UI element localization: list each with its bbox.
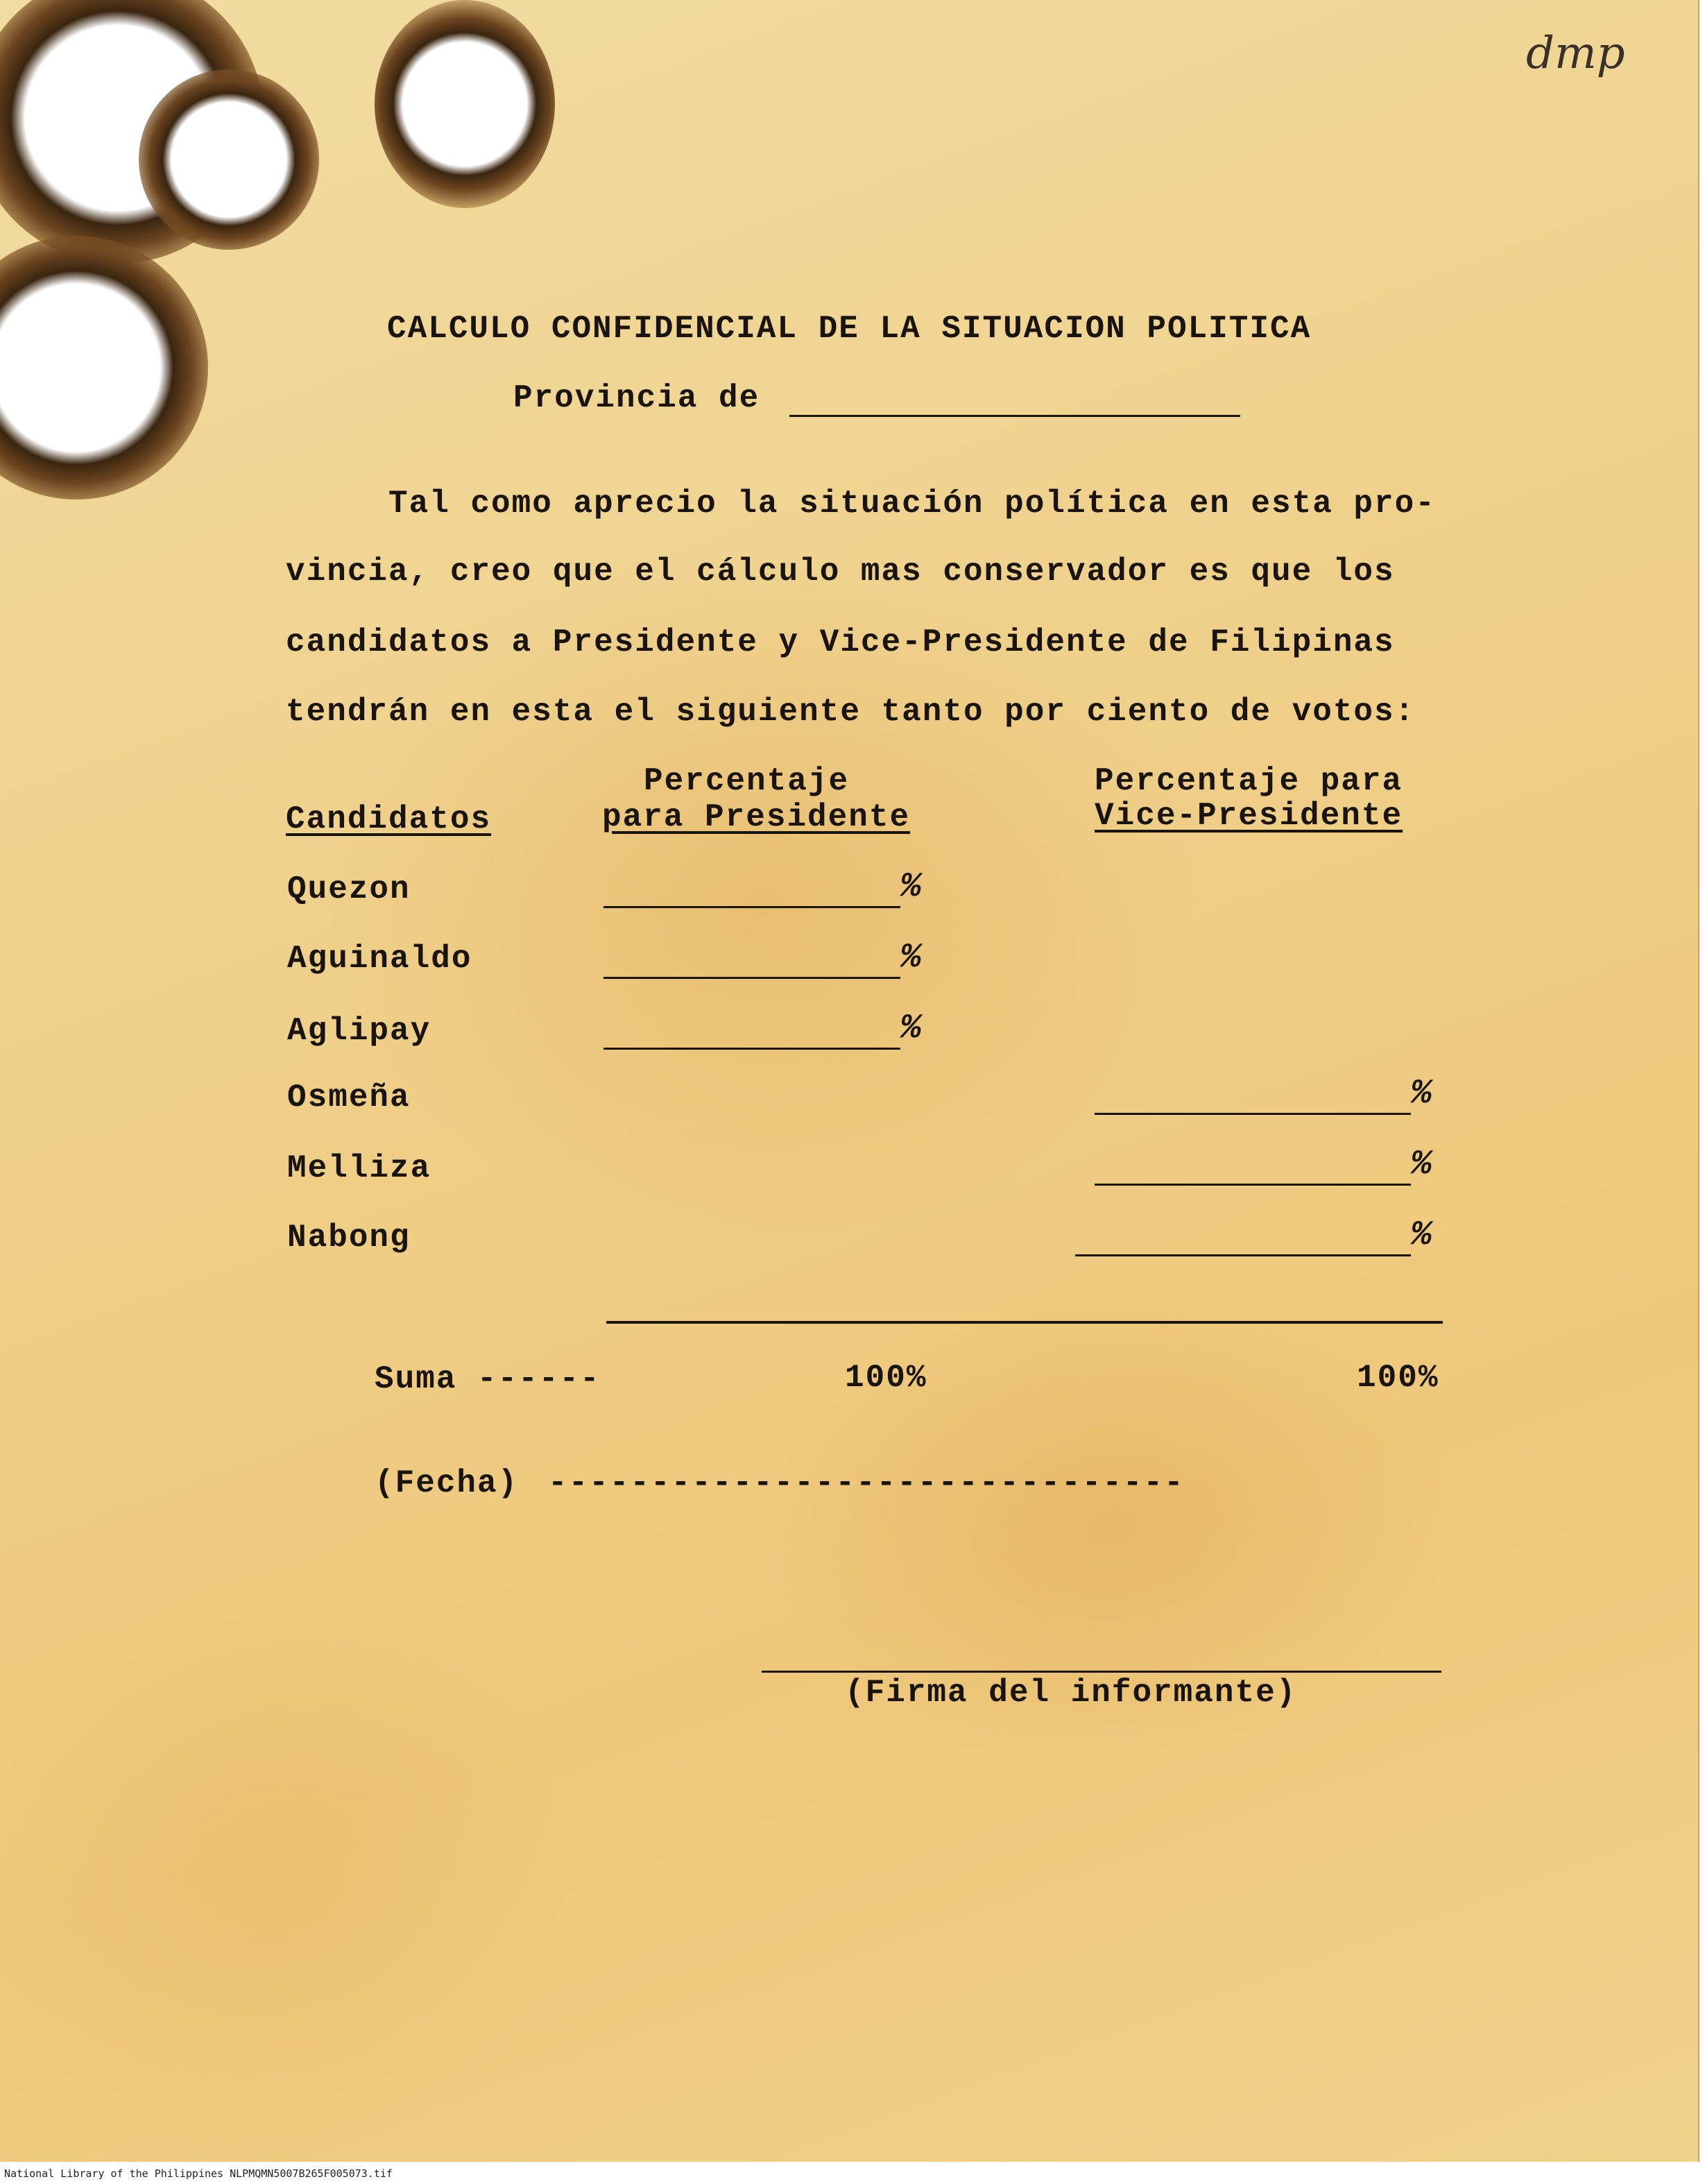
sum-vice: 100% xyxy=(1357,1360,1439,1396)
percent-sign: % xyxy=(1411,1145,1432,1184)
burn-damage xyxy=(0,236,208,500)
candidate-osmena: Osmeña xyxy=(287,1080,411,1116)
total-rule xyxy=(606,1321,1443,1324)
percent-sign: % xyxy=(1411,1215,1432,1255)
percent-sign: % xyxy=(1411,1074,1432,1114)
handwritten-mark: dmp xyxy=(1526,28,1625,79)
header-vice-line1: Percentaje para xyxy=(1095,763,1403,799)
paragraph-line-3: candidatos a Presidente y Vice-Presidente de Filipinas xyxy=(286,624,1395,660)
candidate-aglipay: Aglipay xyxy=(287,1013,431,1049)
paragraph-line-2: vincia, creo que el cálculo mas conservador es que los xyxy=(286,554,1395,590)
paragraph-line-4: tendrán en esta el siguiente tanto por ciento de votos: xyxy=(286,694,1416,730)
president-blank-aglipay[interactable] xyxy=(603,1048,900,1050)
president-blank-quezon[interactable] xyxy=(603,906,900,908)
footer-caption: National Library of the Philippines NLPMQMN5007B265F005073.tif xyxy=(4,2167,393,2180)
signature-line[interactable] xyxy=(762,1671,1441,1673)
province-blank[interactable] xyxy=(789,415,1240,417)
burn-damage xyxy=(139,69,319,250)
percent-sign: % xyxy=(900,938,922,978)
sum-president: 100% xyxy=(845,1360,927,1396)
candidate-melliza: Melliza xyxy=(287,1150,431,1186)
paragraph-line-1: Tal como aprecio la situación política en esta pro- xyxy=(388,486,1436,522)
candidate-aguinaldo: Aguinaldo xyxy=(287,941,472,977)
candidate-quezon: Quezon xyxy=(287,871,411,907)
vice-blank-osmena[interactable] xyxy=(1095,1113,1411,1115)
president-blank-aguinaldo[interactable] xyxy=(603,977,900,979)
header-president-line2: para Presidente xyxy=(602,799,911,835)
candidate-nabong: Nabong xyxy=(287,1220,411,1256)
burn-damage xyxy=(375,0,555,208)
sum-label: Suma ------ xyxy=(375,1361,601,1397)
date-field[interactable]: ------------------------------- xyxy=(548,1465,1185,1501)
province-label: Provincia de xyxy=(513,380,760,416)
header-candidates: Candidatos xyxy=(286,801,492,837)
date-label: (Fecha) xyxy=(375,1465,519,1501)
percent-sign: % xyxy=(900,867,922,907)
percent-sign: % xyxy=(900,1009,922,1048)
header-president-line1: Percentaje xyxy=(644,763,850,799)
vice-blank-melliza[interactable] xyxy=(1095,1184,1411,1186)
page-title: CALCULO CONFIDENCIAL DE LA SITUACION POLITICA xyxy=(387,311,1312,347)
vice-blank-nabong[interactable] xyxy=(1075,1254,1411,1256)
signature-label: (Firma del informante) xyxy=(845,1675,1297,1711)
header-vice-line2: Vice-Presidente xyxy=(1095,798,1403,834)
